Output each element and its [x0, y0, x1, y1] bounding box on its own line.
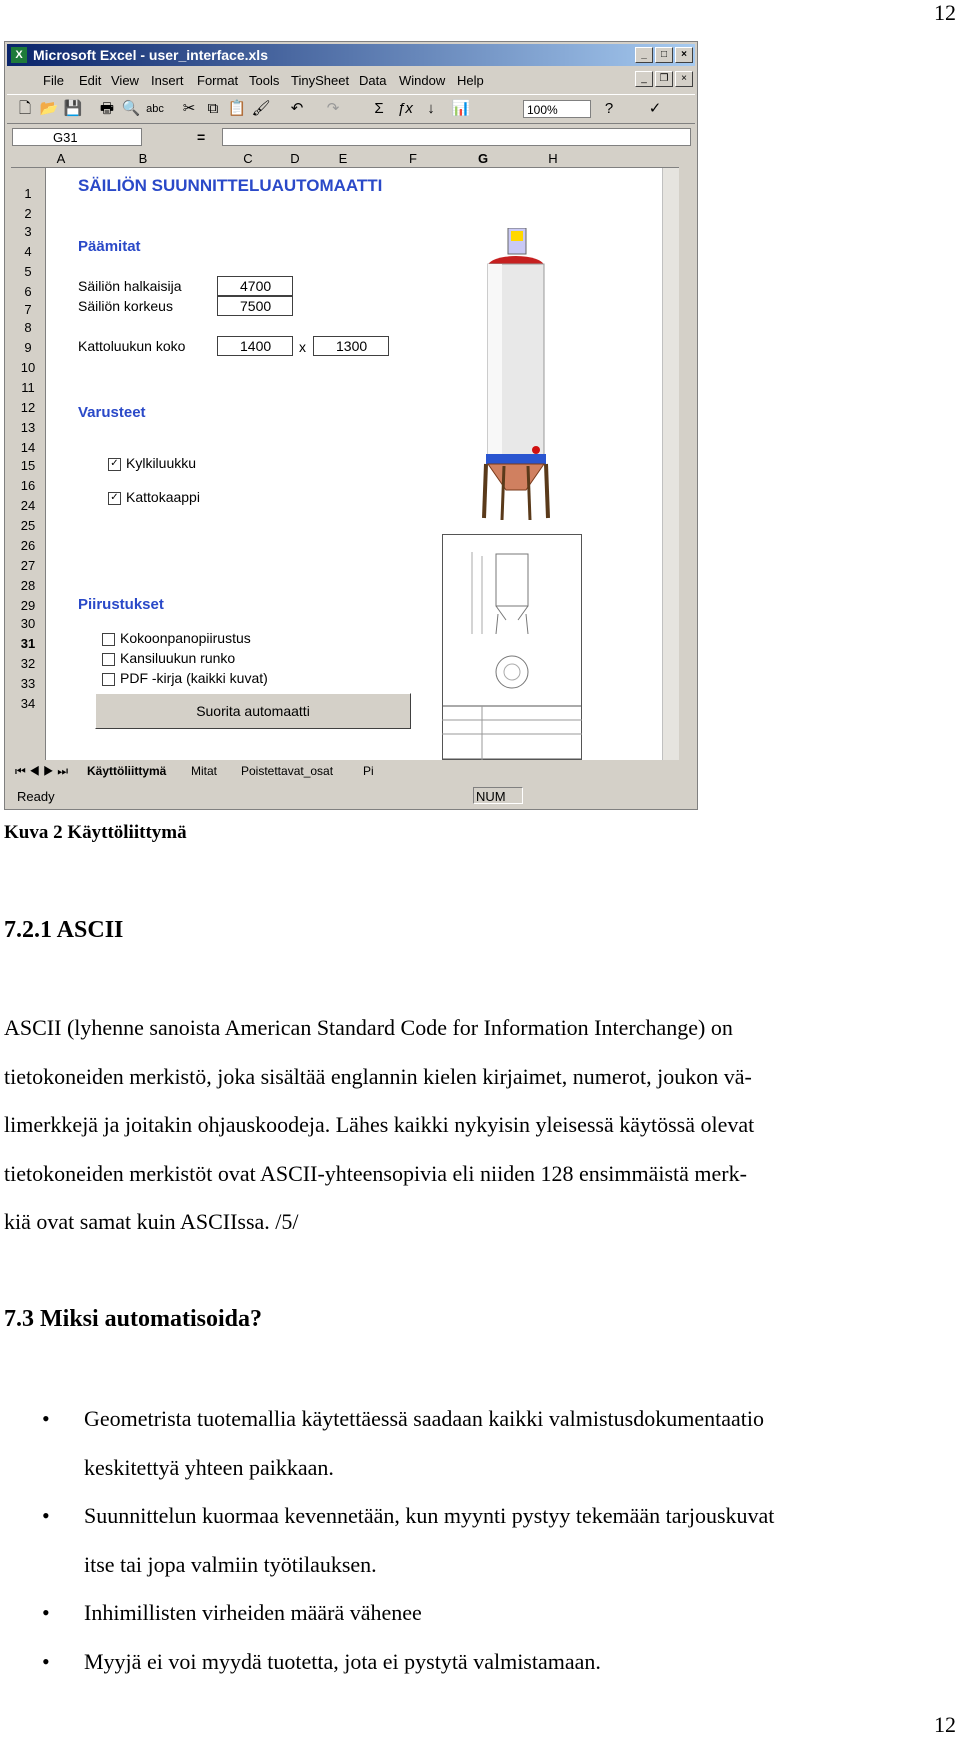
- input-korkeus[interactable]: 7500: [217, 296, 293, 316]
- silo-leg: [484, 464, 486, 518]
- page-number-top: 12: [934, 0, 956, 25]
- checkbox-kattokaappi[interactable]: ✓: [108, 492, 121, 505]
- silo-leg: [502, 466, 504, 520]
- bullet-dot-icon: •: [42, 1406, 50, 1431]
- cut-icon[interactable]: ✂: [182, 100, 196, 117]
- row-header[interactable]: 14: [20, 440, 36, 455]
- tab-nav-icons[interactable]: ⏮ ◀ ▶ ⏭: [15, 764, 69, 778]
- bullet-text-line: Suunnittelun kuormaa kevennetään, kun myynti pystyy tekemään tarjouskuvat: [84, 1503, 775, 1528]
- run-automation-button[interactable]: Suorita automaatti: [95, 693, 411, 729]
- bullet-item: [4, 1638, 950, 1687]
- figure-caption: Kuva 2 Käyttöliittymä: [4, 822, 187, 843]
- drawing-thumbnail: [442, 534, 582, 760]
- status-num-box: [473, 787, 523, 804]
- label-pdf-kirja: PDF -kirja (kaikki kuvat): [120, 670, 268, 686]
- checkbox-pdf-kirja[interactable]: [102, 673, 115, 686]
- label-kokoonpano: Kokoonpanopiirustus: [120, 630, 251, 646]
- autosum-icon[interactable]: Σ: [374, 100, 384, 117]
- row-header[interactable]: 33: [20, 676, 36, 691]
- paragraph-line: limerkkejä ja joitakin ohjauskoodeja. Lähes kaikki nykyisin yleisessä käytössä olevat: [4, 1112, 755, 1138]
- drawing-icon[interactable]: ✓: [648, 100, 662, 117]
- checkbox-kansiluukku[interactable]: [102, 653, 115, 666]
- formula-bar: [7, 126, 695, 148]
- row-header[interactable]: 1: [24, 186, 32, 201]
- col-h[interactable]: H: [548, 151, 558, 166]
- undo-icon[interactable]: ↶: [290, 100, 304, 117]
- excel-app-icon: X: [11, 47, 27, 63]
- row-header[interactable]: 12: [20, 400, 36, 415]
- menu-window[interactable]: Window: [399, 73, 446, 88]
- new-icon[interactable]: 🗋: [18, 100, 32, 117]
- row-header[interactable]: 32: [20, 656, 36, 671]
- menu-edit[interactable]: Edit: [79, 73, 102, 88]
- col-f[interactable]: F: [409, 151, 417, 166]
- bullet-dot-icon: •: [42, 1648, 50, 1674]
- bullet-text-line: Myyjä ei voi myydä tuotetta, jota ei pystytä valmistamaan.: [84, 1648, 601, 1674]
- redo-icon[interactable]: ↷: [326, 100, 340, 117]
- sheet-tabs: [11, 762, 679, 782]
- row-header[interactable]: 8: [24, 320, 32, 335]
- row-header[interactable]: 30: [20, 616, 36, 631]
- row-header[interactable]: 25: [20, 518, 36, 533]
- paragraph-line: ASCII (lyhenne sanoista American Standard Code for Information Interchange) on: [4, 1015, 733, 1040]
- save-icon[interactable]: 💾: [63, 100, 83, 117]
- label-halkaisija: Säiliön halkaisija: [78, 278, 182, 294]
- tab-mitat[interactable]: Mitat: [191, 764, 218, 778]
- doc-close-icon[interactable]: ×: [675, 71, 693, 87]
- bullet-text-line: keskitettyä yhteen paikkaan.: [84, 1454, 334, 1480]
- name-box[interactable]: G31: [12, 128, 142, 146]
- checkbox-kokoonpano[interactable]: [102, 633, 115, 646]
- status-bar: [7, 786, 695, 806]
- formula-equals: =: [197, 129, 206, 145]
- bullet-list: [4, 1395, 950, 1686]
- silo-cabinet-panel: [511, 231, 523, 241]
- paragraph-line: tietokoneiden merkistö, joka sisältää englannin kielen kirjaimet, numerot, joukon vä-: [4, 1063, 752, 1089]
- silo-ring: [486, 454, 546, 464]
- maximize-icon[interactable]: □: [655, 47, 673, 63]
- times-sign: x: [299, 339, 306, 355]
- formula-input[interactable]: [222, 128, 691, 146]
- row-header[interactable]: 26: [20, 538, 36, 553]
- bullet-dot-icon: •: [42, 1503, 50, 1528]
- row-header[interactable]: 7: [24, 302, 32, 317]
- input-luukku-height[interactable]: 1300: [313, 336, 389, 356]
- worksheet-grid: [11, 150, 679, 760]
- section-heading-721: 7.2.1 ASCII: [4, 917, 124, 943]
- tab-poistettavat-osat[interactable]: Poistettavat_osat: [241, 764, 334, 778]
- label-kylkiluukku: Kylkiluukku: [126, 455, 197, 471]
- row-header[interactable]: 4: [24, 244, 32, 259]
- sheet-title: SÄILIÖN SUUNNITTELUAUTOMAATTI: [78, 176, 383, 195]
- column-headers: [11, 150, 679, 168]
- section-heading-73: 7.3 Miksi automatisoida?: [4, 1306, 263, 1332]
- standard-toolbar: [7, 94, 695, 124]
- row-header[interactable]: 15: [20, 458, 36, 473]
- ascii-paragraph: [4, 1004, 950, 1247]
- format-painter-icon[interactable]: 🖌: [251, 100, 271, 117]
- row-header[interactable]: 2: [24, 206, 32, 221]
- heading-paamitat: Päämitat: [78, 238, 141, 255]
- input-luukku-width[interactable]: 1400: [217, 336, 293, 356]
- status-ready: Ready: [17, 789, 55, 804]
- minimize-icon[interactable]: _: [635, 47, 653, 63]
- menu-view[interactable]: View: [111, 73, 139, 88]
- row-header[interactable]: 27: [20, 558, 36, 573]
- bullet-text-line: itse tai jopa valmiin työtilauksen.: [84, 1551, 377, 1577]
- silo-cone: [488, 464, 544, 490]
- input-halkaisija[interactable]: 4700: [217, 276, 293, 296]
- preview-icon[interactable]: 🔍: [121, 100, 141, 117]
- col-b[interactable]: B: [138, 151, 148, 166]
- label-korkeus: Säiliön korkeus: [78, 298, 173, 314]
- row-header[interactable]: 29: [20, 598, 36, 613]
- label-kansiluukku: Kansiluukun runko: [120, 650, 236, 666]
- window-title: Microsoft Excel - user_interface.xls: [33, 47, 268, 63]
- menu-data[interactable]: Data: [359, 73, 387, 88]
- menu-tinysheet[interactable]: TinySheet: [291, 73, 350, 88]
- bullet-item: [4, 1492, 950, 1589]
- silo-highlight: [488, 264, 502, 460]
- paragraph-line: tietokoneiden merkistöt ovat ASCII-yhteensopivia eli niiden 128 ensimmäistä merk-: [4, 1160, 747, 1186]
- sort-ascending-icon[interactable]: ↓: [427, 100, 435, 117]
- doc-minimize-icon[interactable]: _: [635, 71, 653, 87]
- help-icon[interactable]: ?: [604, 100, 614, 117]
- paragraph-line: kiä ovat samat kuin ASCIIssa. /5/: [4, 1209, 299, 1235]
- silo-leg: [546, 464, 548, 518]
- bullet-item: [4, 1395, 950, 1492]
- silo-side-hatch: [532, 446, 540, 454]
- col-a[interactable]: A: [56, 151, 66, 166]
- col-e[interactable]: E: [338, 151, 348, 166]
- bullet-text-line: Inhimillisten virheiden määrä vähenee: [84, 1600, 422, 1625]
- label-kattokaappi: Kattokaappi: [126, 489, 200, 505]
- silo-leg: [528, 466, 530, 520]
- paste-icon[interactable]: 📋: [227, 100, 247, 117]
- row-header[interactable]: 3: [24, 224, 32, 239]
- row-header[interactable]: 11: [21, 380, 35, 395]
- menu-tools[interactable]: Tools: [249, 73, 280, 88]
- heading-piirustukset: Piirustukset: [78, 596, 164, 613]
- menu-bar: [7, 69, 695, 91]
- excel-window: [4, 41, 698, 810]
- col-c[interactable]: C: [243, 151, 253, 166]
- bullet-text-line: Geometrista tuotemallia käytettäessä saadaan kaikki valmistusdokumentaatio: [84, 1406, 764, 1431]
- sheet-content: [46, 168, 663, 760]
- open-icon[interactable]: 📂: [39, 100, 59, 117]
- bullet-item: [4, 1589, 950, 1638]
- heading-varusteet: Varusteet: [78, 404, 146, 421]
- chart-wizard-icon[interactable]: 📊: [451, 100, 471, 117]
- spelling-icon[interactable]: abc: [146, 103, 164, 115]
- col-d[interactable]: D: [290, 151, 300, 166]
- silo-3d-image: [456, 228, 576, 528]
- row-header[interactable]: 10: [20, 360, 36, 375]
- print-icon[interactable]: 🖶: [99, 100, 115, 117]
- checkbox-kylkiluukku[interactable]: ✓: [108, 458, 121, 471]
- row-header[interactable]: 24: [20, 498, 36, 513]
- close-icon[interactable]: ×: [675, 47, 693, 63]
- drawing-frame: [443, 535, 582, 760]
- row-header[interactable]: 34: [20, 696, 36, 711]
- tab-kayttoliittyma[interactable]: Käyttöliittymä: [87, 764, 167, 778]
- copy-icon[interactable]: ⧉: [207, 100, 219, 117]
- menu-insert[interactable]: Insert: [151, 73, 184, 88]
- zoom-select[interactable]: 100%: [523, 100, 591, 118]
- menu-help[interactable]: Help: [457, 73, 484, 88]
- menu-file[interactable]: File: [43, 73, 64, 88]
- vertical-scrollbar[interactable]: [662, 168, 679, 760]
- row-header[interactable]: 6: [24, 284, 32, 299]
- label-kattoluukku: Kattoluukun koko: [78, 338, 186, 354]
- row-header[interactable]: 31: [20, 636, 36, 651]
- row-headers: [11, 168, 46, 760]
- col-g[interactable]: G: [477, 151, 489, 166]
- row-header[interactable]: 28: [20, 578, 36, 593]
- row-header[interactable]: 13: [20, 420, 36, 435]
- title-bar: [7, 44, 695, 66]
- row-header[interactable]: 9: [24, 340, 32, 355]
- bullet-dot-icon: •: [42, 1600, 50, 1625]
- row-header[interactable]: 16: [20, 478, 36, 493]
- menu-format[interactable]: Format: [197, 73, 239, 88]
- tab-pi[interactable]: Pi: [363, 764, 374, 778]
- doc-restore-icon[interactable]: ❐: [655, 71, 673, 87]
- page-number-bottom: 12: [934, 1712, 956, 1737]
- status-num: NUM: [476, 789, 506, 804]
- function-icon[interactable]: ƒx: [397, 100, 413, 117]
- row-header[interactable]: 5: [24, 264, 32, 279]
